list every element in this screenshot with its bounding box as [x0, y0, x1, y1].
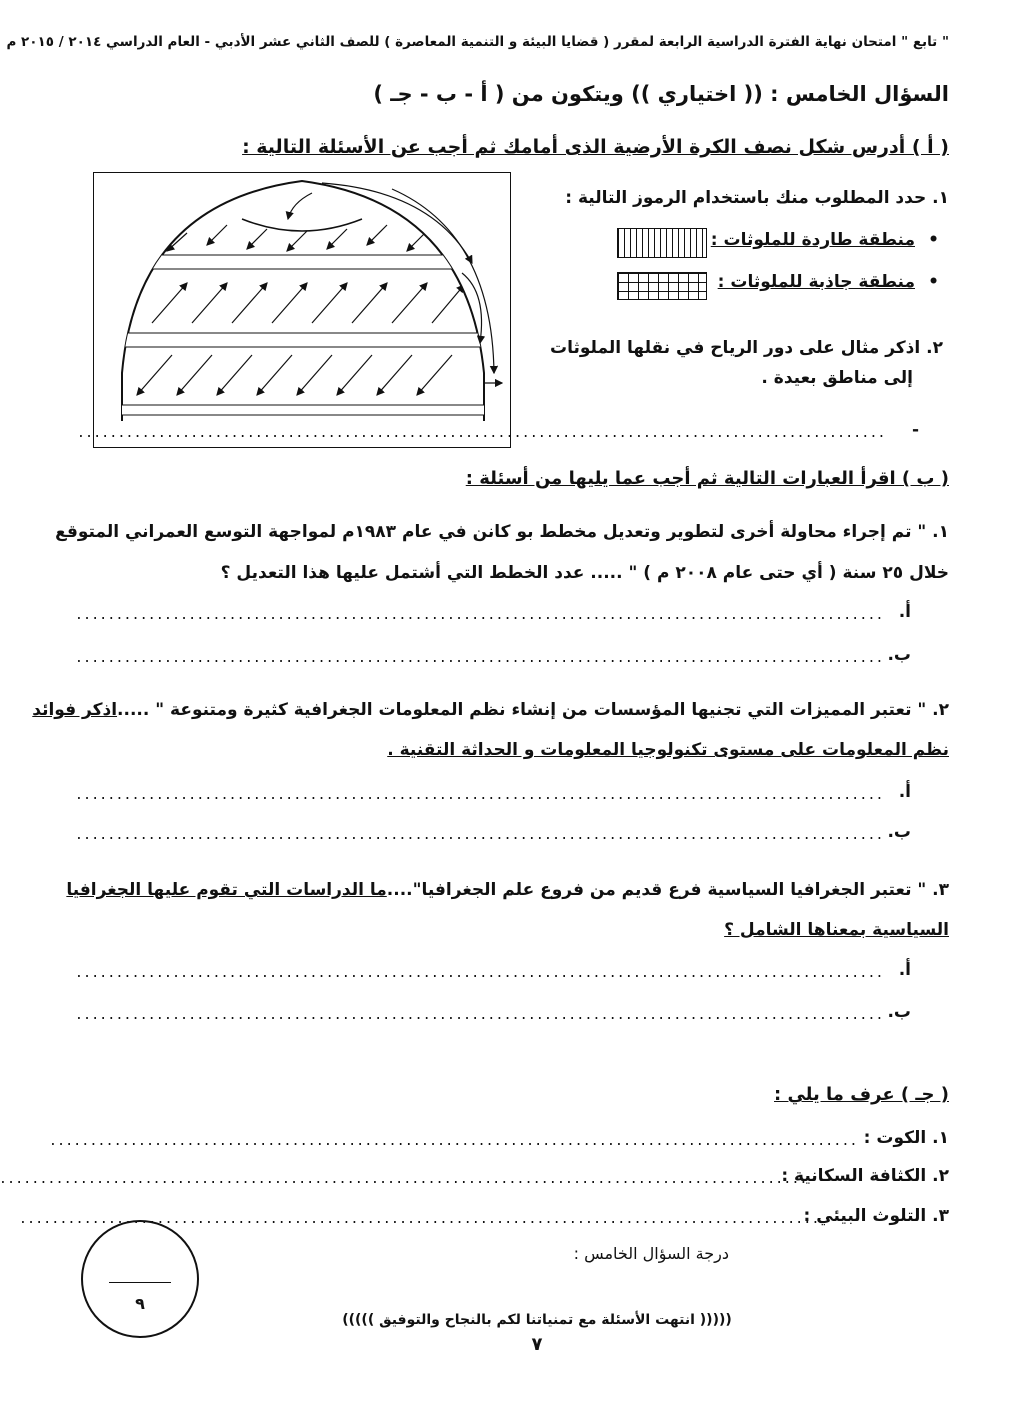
section-b-title: ( ب ) اقرأ العبارات التالية ثم أجب عما يليها من أسئلة : [465, 468, 949, 489]
section-b-q3-line1 [66, 880, 949, 900]
answer-label-b: ب. [887, 1002, 911, 1022]
page-number: ٧ [531, 1334, 543, 1355]
bullet-repelling-zone [711, 230, 915, 250]
circulation-arrows [288, 183, 502, 383]
q2-ask: اذكر فوائد [32, 700, 118, 720]
section-b-q3-line2: السياسية بمعناها الشامل ؟ [724, 920, 949, 940]
answer-label-b: ب. [887, 822, 911, 842]
answer-line[interactable]: .................................................................................................... [20, 1208, 829, 1227]
answer-label-a: أ. [898, 960, 911, 980]
hemisphere-svg [92, 173, 510, 449]
section-b-q2-line1 [32, 700, 949, 720]
answer-line[interactable]: .................................................................................................... [50, 1130, 859, 1149]
bullet-dot-icon: • [928, 272, 939, 292]
score-circle [81, 1220, 199, 1338]
answer-line[interactable]: .................................................................................................... [76, 962, 885, 981]
answer-line[interactable]: .................................................................................................... [78, 422, 887, 441]
score-divider [109, 1282, 171, 1283]
q2-statement: ٢. " تعتبر المميزات التي تجنيها المؤسسات من إنشاء نظم المعلومات الجغرافية كثيرة ومتنوعة " ..... [117, 700, 949, 720]
section-b-q1-line2: خلال ٢٥ سنة ( أي حتى عام ٢٠٠٨ م ) " ..... عدد الخطط التي أشتمل عليها هذا التعديل ؟ [220, 563, 949, 583]
section-b-q1-line1: ١. " تم إجراء محاولة أخرى لتطوير وتعديل مخطط بو كانن في عام ١٩٨٣م لمواجهة التوسع العمراني المتوقع [55, 522, 949, 542]
section-c-item3: ٣. التلوث البيئي : [803, 1206, 949, 1226]
dome-outline [122, 181, 484, 421]
answer-dash: - [911, 420, 919, 440]
section-a-item2-line1: ٢. اذكر مثال على دور الرياح في نقلها الملوثات [550, 338, 943, 358]
answer-label-a: أ. [898, 602, 911, 622]
answer-label-b: ب. [887, 645, 911, 665]
section-c-item2: ٢. الكثافة السكانية : [781, 1166, 949, 1186]
zone-bands [92, 219, 510, 415]
bullet-label-repelling: منطقة طاردة للملوثات : [710, 230, 915, 250]
section-a-item1: ١. حدد المطلوب منك باستخدام الرموز التالية : [565, 188, 949, 208]
section-a-item2-line2: إلى مناطق بعيدة . [761, 368, 913, 388]
q3-statement: ٣. " تعتبر الجغرافيا السياسية فرع قديم من فروع علم الجغرافيا".... [386, 880, 949, 900]
question-title: السؤال الخامس : (( اختياري )) ويتكون من ( أ - ب - جـ ) [373, 82, 949, 106]
answer-line[interactable]: .................................................................................................... [76, 604, 885, 623]
section-c-title: ( جـ ) عرف ما يلي : [774, 1084, 949, 1105]
answer-line[interactable]: .................................................................................................... [76, 647, 885, 666]
hemisphere-diagram [93, 172, 511, 448]
answer-line[interactable]: .................................................................................................... [76, 784, 885, 803]
attracting-zone-symbol-icon [617, 272, 707, 300]
section-a-title: ( أ ) أدرس شكل نصف الكرة الأرضية الذى أمامك ثم أجب عن الأسئلة التالية : [242, 136, 949, 158]
exam-header: " تابع " امتحان نهاية الفترة الدراسية الرابعة لمقرر ( قضايا البيئة و التنمية المعاصرة ) للصف الثاني عشر الأدبي - العام الدراسي ٢٠١٤ / ٢٠١٥ م [6, 34, 949, 50]
section-c-item1: ١. الكوت : [863, 1128, 949, 1148]
q3-ask: ما الدراسات التي تقوم عليها الجغرافيا [66, 880, 387, 900]
repelling-zone-symbol-icon [617, 228, 707, 258]
grade-label: درجة السؤال الخامس : [573, 1244, 729, 1263]
answer-line[interactable]: .................................................................................................... [0, 1168, 809, 1187]
answer-label-a: أ. [898, 782, 911, 802]
bullet-label-attracting: منطقة جاذبة للملوثات : [717, 272, 915, 292]
bullet-attracting-zone [718, 272, 915, 292]
score-total: ٩ [135, 1294, 145, 1313]
answer-line[interactable]: .................................................................................................... [76, 1004, 885, 1023]
footer-note: ((((( انتهت الأسئلة مع تمنياتنا لكم بالنجاح والتوفيق ))))) [342, 1312, 732, 1328]
answer-line[interactable]: .................................................................................................... [76, 824, 885, 843]
section-b-q2-line2: نظم المعلومات على مستوى تكنولوجيا المعلومات و الحداثة التقنية . [387, 740, 949, 760]
bullet-dot-icon: • [928, 230, 939, 250]
